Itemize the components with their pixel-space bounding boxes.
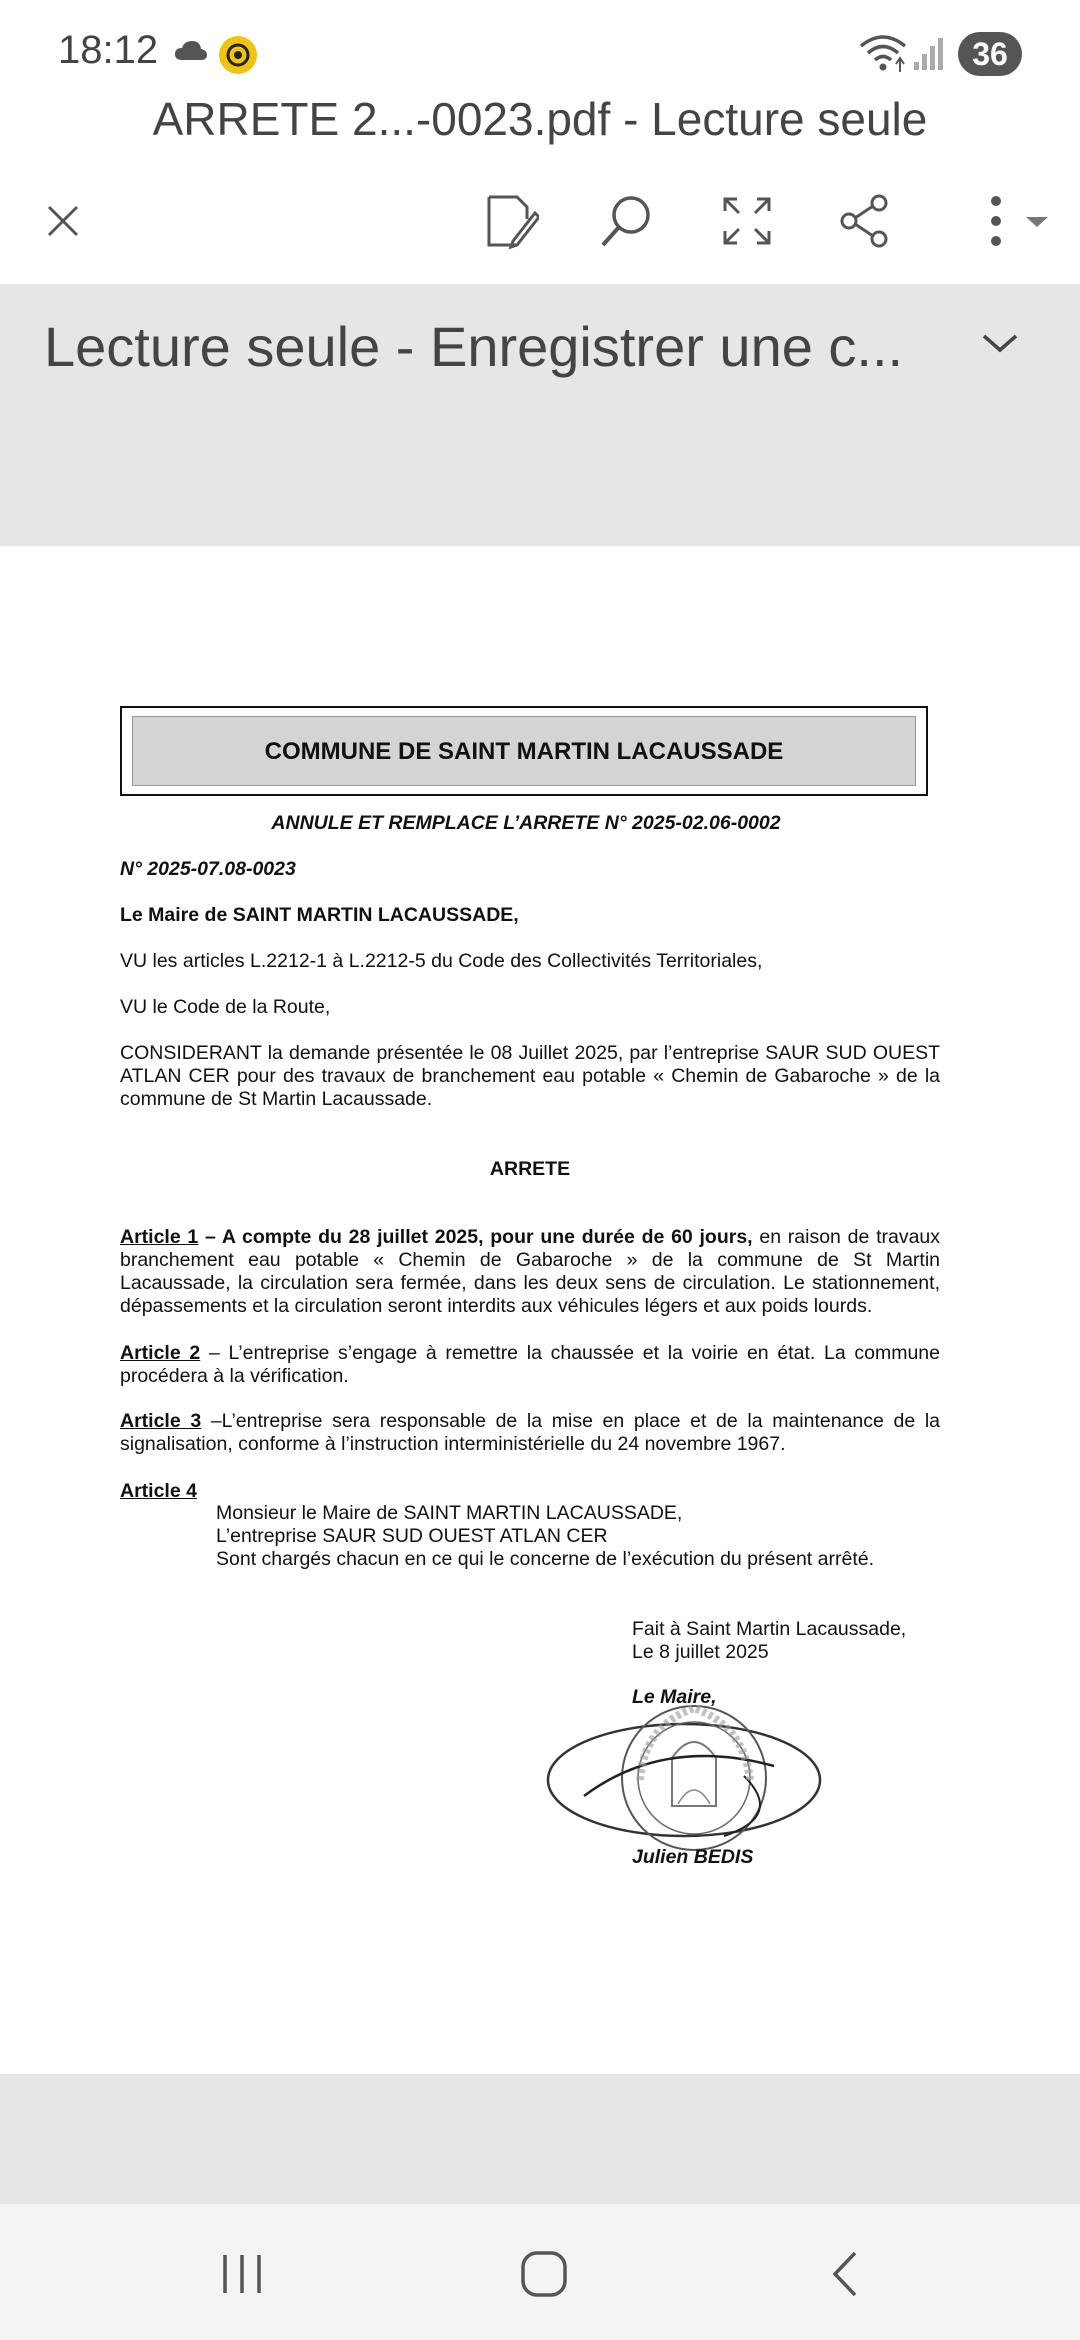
cloud-icon: [174, 40, 208, 67]
article-1: [120, 1226, 940, 1318]
article-3-label: Article 3: [120, 1410, 202, 1432]
fait-a: [632, 1618, 932, 1664]
article-4: [120, 1480, 940, 1503]
article-4-lines: [216, 1502, 916, 1571]
viewer-background-bottom: [0, 2074, 1080, 2204]
banner-text: Lecture seule - Enregistrer une c...: [44, 315, 904, 378]
vu-code-route: VU le Code de la Route,: [120, 996, 331, 1018]
header-box: [120, 706, 928, 796]
status-bar: [0, 0, 1080, 100]
read-only-banner[interactable]: [0, 284, 1080, 416]
article-3-text: –L’entreprise sera responsable de la mise en place et de la maintenance de la signalisation, conforme à l’instruction interministérielle du 24 novembre 1967.: [120, 1410, 941, 1455]
article-1-text: en raison de travaux branchement eau potable « Chemin de Gabaroche » de la commune de St Martin Lacaussade, la circulation sera fermée, dans les deux sens de circulation. Le stationnement, dépassements et la circulation seront interdits aux véhicules légers et aux poids lourds.: [120, 1226, 941, 1317]
article-1-bold: – A compte du 28 juillet 2025, pour une durée de 60 jours,: [198, 1226, 753, 1248]
viewer-background: [0, 416, 1080, 546]
battery-indicator: 36: [958, 32, 1022, 76]
article-1-label: Article 1: [120, 1226, 199, 1248]
close-icon[interactable]: [28, 186, 98, 256]
maire-line: Le Maire de SAINT MARTIN LACAUSSADE,: [120, 904, 519, 926]
notification-badge-icon: [219, 36, 257, 74]
signature-name: Julien BEDIS: [632, 1846, 754, 1868]
more-options-icon[interactable]: [950, 186, 1060, 256]
mairie-stamp: [544, 1696, 834, 1862]
article-3: [120, 1410, 940, 1456]
article-2: [120, 1342, 940, 1388]
arrete-number: N° 2025-07.08-0023: [120, 858, 296, 880]
share-icon[interactable]: [830, 186, 900, 256]
navigation-bar: [0, 2204, 1080, 2340]
wifi-icon: [858, 34, 908, 79]
home-icon[interactable]: [504, 2244, 584, 2304]
document-title: ARRETE 2...-0023.pdf - Lecture seule: [152, 93, 928, 145]
fait-a-date: Le 8 juillet 2025: [632, 1641, 769, 1663]
article-2-text: – L’entreprise s’engage à remettre la chaussée et la voirie en état. La commune procédera à la vérification.: [120, 1342, 940, 1387]
article-4-line: L’entreprise SAUR SUD OUEST ATLAN CER: [216, 1525, 608, 1547]
recent-apps-icon[interactable]: [202, 2244, 282, 2304]
fullscreen-icon[interactable]: [712, 186, 782, 256]
search-icon[interactable]: [592, 186, 662, 256]
pdf-page: [0, 546, 1080, 2074]
signal-icon: [912, 36, 946, 77]
annule-line: ANNULE ET REMPLACE L’ARRETE N° 2025-02.06-0002: [271, 812, 781, 834]
vu-articles: VU les articles L.2212-1 à L.2212-5 du Code des Collectivités Territoriales,: [120, 950, 763, 972]
commune-header: COMMUNE DE SAINT MARTIN LACAUSSADE: [132, 716, 916, 786]
fait-a-place: Fait à Saint Martin Lacaussade,: [632, 1618, 907, 1640]
chevron-down-icon[interactable]: [980, 328, 1020, 363]
article-4-line: Monsieur le Maire de SAINT MARTIN LACAUSSADE,: [216, 1502, 683, 1524]
toolbar: [0, 160, 1080, 284]
status-time: 18:12: [58, 28, 159, 72]
article-4-line: Sont chargés chacun en ce qui le concerne de l’exécution du présent arrêté.: [216, 1548, 875, 1570]
considerant-paragraph: CONSIDERANT la demande présentée le 08 Juillet 2025, par l’entreprise SAUR SUD OUEST ATLAN CER pour des travaux de branchement eau potable « Chemin de Gabaroche » de la commune de St Martin Lacaussade.: [120, 1042, 940, 1110]
back-icon[interactable]: [806, 2244, 886, 2304]
arrete-heading: ARRETE: [489, 1158, 571, 1180]
article-2-label: Article 2: [120, 1342, 201, 1364]
article-4-label: Article 4: [120, 1480, 197, 1502]
edit-document-icon[interactable]: [476, 186, 546, 256]
signature-role: Le Maire,: [632, 1686, 717, 1708]
